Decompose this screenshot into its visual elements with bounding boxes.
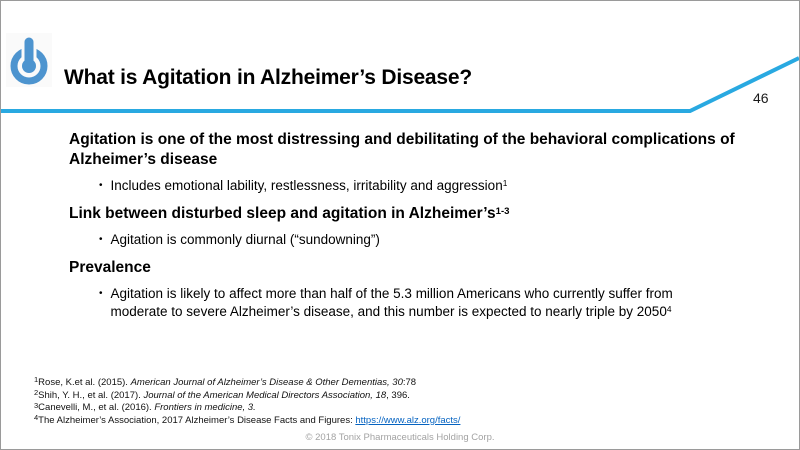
heading-text: Link between disturbed sleep and agitation in Alzheimer’s: [69, 205, 496, 222]
bullet-text: [111, 231, 380, 250]
heading-text: Agitation is one of the most distressing and debilitating of the behavioral complications of Alzheimer’s disease: [69, 131, 735, 168]
journal-title: American Journal of Alzheimer’s Disease & Other Dementias, 30: [130, 377, 403, 388]
footnote-line-2: [34, 387, 460, 403]
footnote-line-3: [34, 402, 460, 415]
section-heading-agitation: [69, 130, 745, 172]
bullet-marker: •: [99, 180, 103, 191]
bullet-marker: •: [99, 288, 103, 299]
alz-facts-link[interactable]: https://www.alz.org/facts/: [355, 414, 461, 426]
footnote-superscript: 3: [34, 400, 39, 410]
footnote-text: The Alzheimer’s Association, 2017 Alzheimer’s Disease Facts and Figures:: [38, 414, 356, 426]
footnote-text: Shih, Y. H., et al. (2017).: [38, 389, 144, 401]
section-heading-prevalence: [69, 258, 745, 280]
footnote-superscript: 2: [34, 387, 39, 397]
footnote-superscript: 4: [34, 413, 39, 423]
heading-superscript: 1-3: [495, 205, 510, 217]
footnote-text: , 396.: [386, 389, 410, 401]
bullet-marker: •: [99, 234, 103, 245]
footnote-line-1: [34, 377, 460, 390]
footnote-text: Canevelli, M., et al. (2016).: [38, 402, 155, 414]
footnote-text: Rose, K.et al. (2015).: [38, 377, 131, 388]
footnotes: [34, 377, 460, 427]
journal-title: Frontiers in medicine, 3.: [154, 402, 256, 414]
footnote-superscript: 1: [34, 375, 39, 385]
bullet-text: [111, 285, 723, 322]
journal-title: Journal of the American Medical Directors Association, 18: [143, 389, 387, 401]
footnote-text: :78: [402, 377, 417, 388]
section-heading-sleep-link: [69, 204, 745, 226]
bullet-body: Agitation is likely to affect more than half of the 5.3 million Americans who currently suffer from moderate to severe Alzheimer’s disease, and this number is expected to nearly triple by 2050: [110, 286, 673, 319]
copyright-text: © 2018 Tonix Pharmaceuticals Holding Corp.: [305, 432, 495, 443]
bullet-body: Agitation is commonly diurnal (“sundowning”): [110, 232, 380, 247]
heading-text: Prevalence: [69, 259, 151, 276]
bullet-text: [111, 177, 508, 196]
bullet-superscript: 4: [666, 304, 672, 315]
page-number: 46: [753, 90, 769, 106]
accent-line: [1, 1, 799, 121]
page-title: What is Agitation in Alzheimer’s Disease?: [64, 66, 472, 90]
bullet-item: [69, 285, 723, 322]
bullet-superscript: 1: [502, 178, 508, 189]
footnote-line-4: [34, 415, 460, 428]
slide-body: [69, 130, 745, 330]
bullet-item: [69, 231, 723, 250]
bullet-item: [69, 177, 723, 196]
bullet-body: Includes emotional lability, restlessness, irritability and aggression: [110, 178, 503, 193]
